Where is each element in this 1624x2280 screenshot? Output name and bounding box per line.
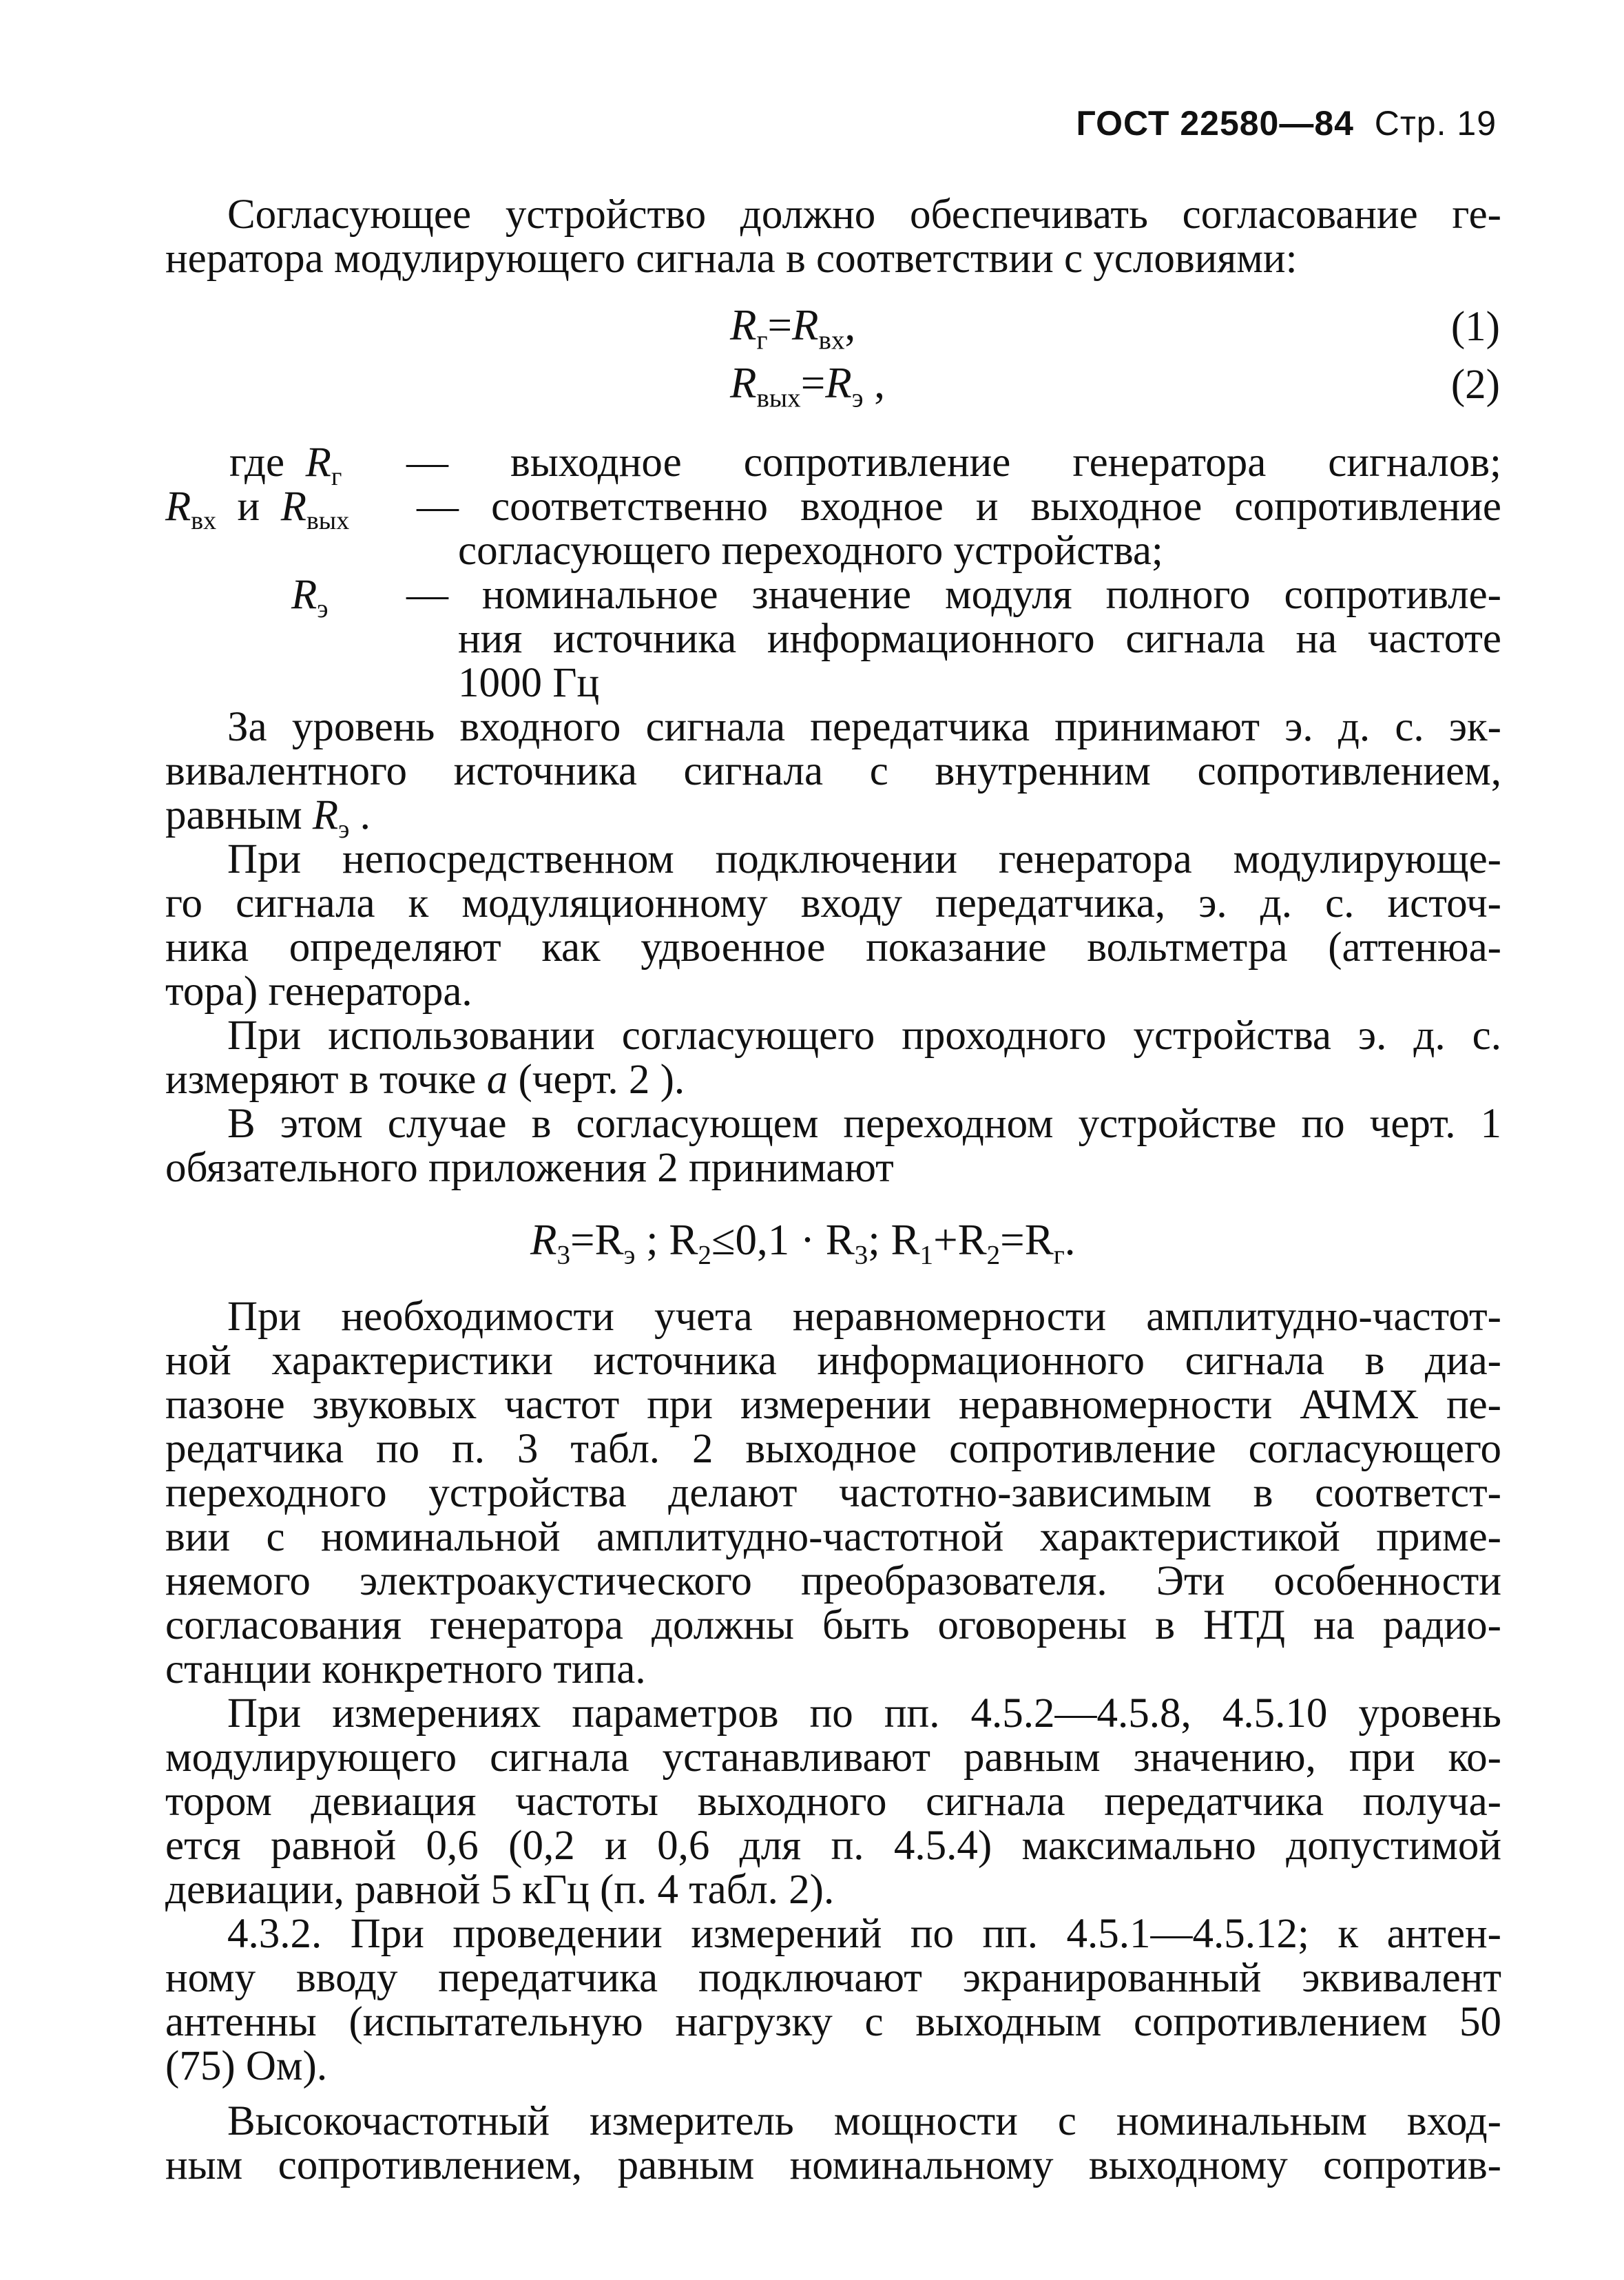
- definition-text: 1000 Гц: [458, 660, 600, 706]
- text-line: редатчика по п. 3 табл. 2 выходное сопротивление согласующего: [165, 1426, 1501, 1472]
- standard-number: ГОСТ 22580—84: [1076, 104, 1354, 143]
- text-line: нератора модулирующего сигнала в соответствии с условиями:: [165, 236, 1298, 282]
- text-line: ному вводу передатчика подключают экранированный эквивалент: [165, 1955, 1501, 2001]
- text-line: ника определяют как удвоенное показание вольтметра (аттенюа-: [165, 924, 1501, 971]
- text-line: обязательного приложения 2 принимают: [165, 1145, 894, 1191]
- text-line: ной характеристики источника информационного сигнала в диа-: [165, 1338, 1501, 1384]
- definition-text: — выходное сопротивление генератора сигналов;: [406, 439, 1501, 486]
- text-line: (75) Ом).: [165, 2043, 328, 2089]
- definition-term: $R_э$: [291, 572, 329, 624]
- text-line: тора) генератора.: [165, 968, 472, 1015]
- text-line: При непосредственном подключении генератора модулирующе-: [227, 836, 1501, 882]
- text-line: При измерениях параметров по пп. 4.5.2—4.5.8, 4.5.10 уровень: [227, 1690, 1501, 1737]
- definition-text: — соответственно входное и выходное сопротивление: [417, 484, 1501, 530]
- text-line: 4.3.2. При проведении измерений по пп. 4.5.1—4.5.12; к антен-: [227, 1911, 1501, 1957]
- text-line: Согласующее устройство должно обеспечивать согласование ге-: [227, 191, 1501, 238]
- equation-2-number: (2): [1450, 362, 1500, 408]
- text-line: модулирующего сигнала устанавливают равным значению, при ко-: [165, 1734, 1501, 1781]
- text-line: тором девиация частоты выходного сигнала передатчика получа-: [165, 1779, 1501, 1825]
- text-line: вивалентного источника сигнала с внутренним сопротивлением,: [165, 748, 1501, 794]
- text-line: переходного устройства делают частотно-зависимым в соответст-: [165, 1470, 1501, 1516]
- text-line: няемого электроакустического преобразователя. Эти особенности: [165, 1558, 1501, 1604]
- text-line: При необходимости учета неравномерности амплитудно-частот-: [227, 1294, 1501, 1340]
- text-line: антенны (испытательную нагрузку с выходным сопротивлением 50: [165, 1999, 1501, 2045]
- text-line: вии с номинальной амплитудно-частотной характеристикой приме-: [165, 1514, 1501, 1560]
- definition-term: $R_{вх}$ и $R_{вых}$: [165, 484, 350, 536]
- text-line: ется равной 0,6 (0,2 и 0,6 для п. 4.5.4) максимально допустимой: [165, 1823, 1501, 1869]
- text-line: При использовании согласующего проходного устройства э. д. с.: [227, 1013, 1501, 1059]
- text-line: равным $R_э$ .: [165, 792, 371, 844]
- page-number: Стр. 19: [1374, 104, 1497, 143]
- text-line: ным сопротивлением, равным номинальному выходному сопротив-: [165, 2142, 1501, 2188]
- text-line: согласования генератора должны быть оговорены в НТД на радио-: [165, 1602, 1501, 1648]
- text-line: В этом случае в согласующем переходном устройстве по черт. 1: [227, 1101, 1501, 1147]
- definition-term: где $R_г$: [229, 439, 342, 492]
- equation-3: $R_3=R_э$ ; $R_2\le 0,1 \cdot R_3$; $R_1+R_2=R_г$.: [530, 1216, 1076, 1270]
- text-line: измеряют в точке a (черт. 2 ).: [165, 1057, 685, 1103]
- text-line: пазоне звуковых частот при измерении неравномерности АЧМХ пе-: [165, 1382, 1501, 1428]
- definition-text: согласующего переходного устройства;: [458, 528, 1163, 574]
- equation-2: $R_{вых}=R_э$ ,: [730, 359, 885, 413]
- equation-1-number: (1): [1450, 304, 1500, 350]
- definition-text: — номинальное значение модуля полного сопротивле-: [406, 572, 1501, 618]
- text-line: девиации, равной 5 кГц (п. 4 табл. 2).: [165, 1867, 835, 1913]
- definition-text: ния источника информационного сигнала на частоте: [458, 616, 1501, 662]
- text-line: го сигнала к модуляционному входу передатчика, э. д. с. источ-: [165, 880, 1501, 926]
- text-line: станции конкретного типа.: [165, 1646, 646, 1692]
- page-header: [1076, 103, 1497, 143]
- text-line: За уровень входного сигнала передатчика принимают э. д. с. эк-: [227, 704, 1501, 750]
- equation-1: $R_г=R_{вх}$,: [730, 301, 856, 355]
- text-line: Высокочастотный измеритель мощности с номинальным вход-: [227, 2098, 1501, 2144]
